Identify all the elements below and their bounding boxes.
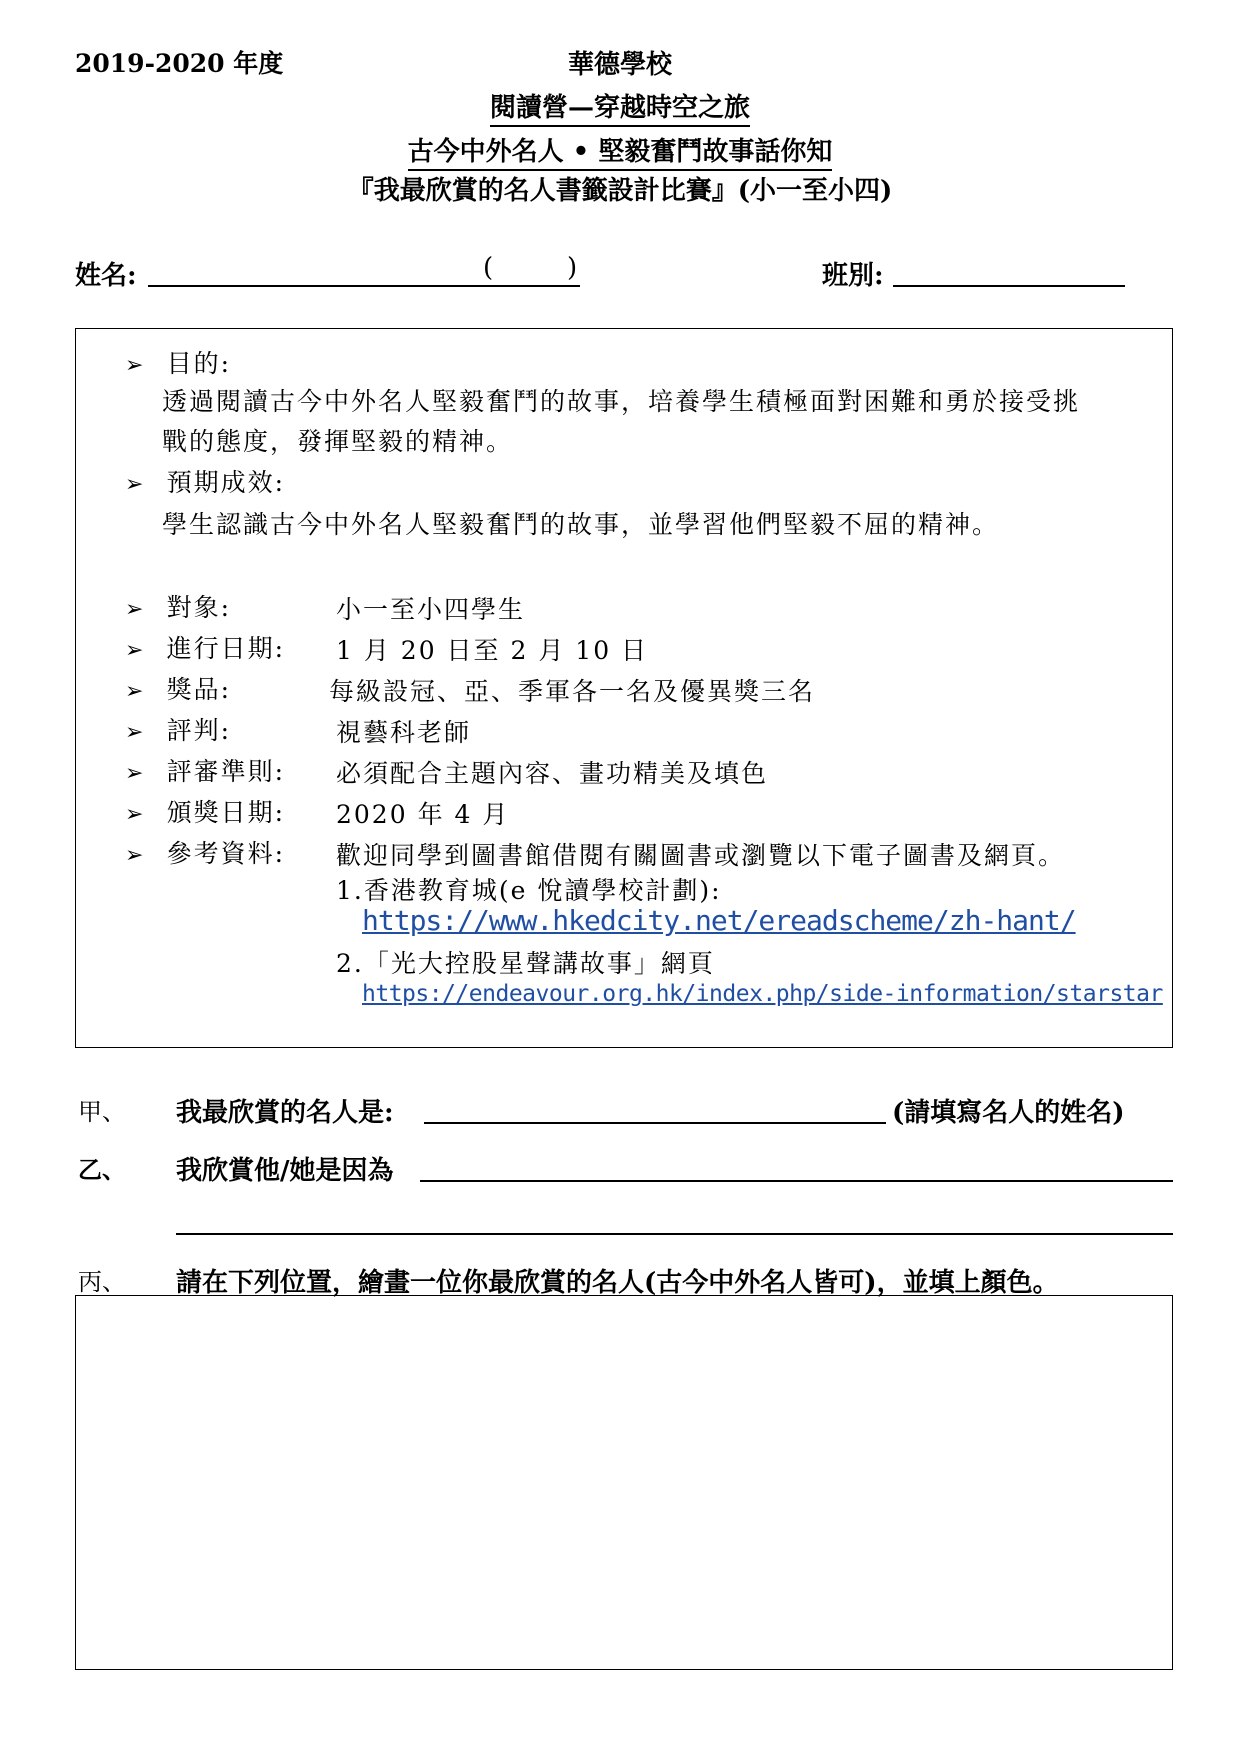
reference-2-link[interactable]: https://endeavour.org.hk/index.php/side-information/starstar (362, 981, 1163, 1007)
purpose-line-2: 戰的態度，發揮堅毅的精神。 (162, 427, 514, 456)
name-label: 姓名: (75, 261, 137, 291)
detail-label: 參考資料: (166, 839, 286, 868)
event-title-text: 閱讀營—穿越時空之旅 (490, 93, 750, 127)
arrow-bullet-icon: ➢ (125, 472, 144, 497)
arrow-bullet-icon: ➢ (125, 802, 144, 827)
event-title (0, 87, 1240, 124)
question-1-hint: (請填寫名人的姓名) (892, 1098, 1125, 1128)
arrow-bullet-icon: ➢ (125, 353, 144, 378)
detail-value: 歡迎同學到圖書館借閱有關圖書或瀏覽以下電子圖書及網頁。 (336, 841, 1066, 870)
question-2-prefix: 乙、 (78, 1155, 126, 1184)
class-number-paren-open: ( (483, 253, 494, 283)
question-1-text: 我最欣賞的名人是: (176, 1098, 394, 1128)
question-2-answer-line-2[interactable] (176, 1233, 1173, 1235)
question-2-text: 我欣賞他/她是因為 (176, 1156, 394, 1186)
drawing-area[interactable] (75, 1295, 1173, 1670)
detail-label: 評判: (166, 716, 232, 745)
detail-value: 2020 年 4 月 (336, 800, 510, 829)
detail-value: 視藝科老師 (336, 718, 472, 747)
question-2-answer-line-1[interactable] (420, 1180, 1173, 1182)
detail-row (125, 588, 231, 624)
question-1-prefix: 甲、 (78, 1098, 126, 1126)
detail-label: 評審準則: (166, 757, 286, 786)
detail-row (125, 834, 285, 870)
reference-2-title: 2.「光大控股星聲講故事」網頁 (336, 949, 715, 978)
class-number-paren-close: ) (567, 253, 578, 283)
arrow-bullet-icon: ➢ (125, 679, 144, 704)
arrow-bullet-icon: ➢ (125, 638, 144, 663)
question-3-prefix: 丙、 (78, 1268, 126, 1296)
detail-label: 對象: (166, 593, 232, 622)
detail-value: 每級設冠、亞、季軍各一名及優異獎三名 (329, 677, 816, 706)
question-1-answer-line[interactable] (424, 1122, 886, 1124)
outcome-item (125, 463, 285, 499)
purpose-item (125, 344, 231, 380)
reference-1-title: 1.香港教育城(e 悅讀學校計劃): (336, 876, 722, 905)
reference-1-link[interactable]: https://www.hkedcity.net/ereadscheme/zh-hant/ (362, 904, 1076, 937)
question-3-text: 請在下列位置，繪畫一位你最欣賞的名人(古今中外名人皆可)，並填上顏色。 (176, 1268, 1059, 1298)
detail-value: 1 月 20 日至 2 月 10 日 (336, 636, 649, 665)
detail-row (125, 793, 285, 829)
school-name: 華德學校 (567, 50, 672, 80)
outcome-line-1: 學生認識古今中外名人堅毅奮鬥的故事，並學習他們堅毅不屈的精神。 (162, 510, 1000, 539)
detail-row (125, 629, 285, 665)
competition-title: 『我最欣賞的名人書籤設計比賽』(小一至小四) (347, 176, 893, 206)
detail-label: 進行日期: (166, 634, 286, 663)
detail-row (125, 752, 285, 788)
arrow-bullet-icon: ➢ (125, 843, 144, 868)
detail-row (125, 711, 231, 747)
detail-row (125, 670, 231, 706)
detail-label: 頒獎日期: (166, 798, 286, 827)
event-subtitle-text: 古今中外名人 • 堅毅奮鬥故事話你知 (408, 137, 833, 171)
purpose-line-1: 透過閱讀古今中外名人堅毅奮鬥的故事，培養學生積極面對困難和勇於接受挑 (162, 387, 1081, 416)
class-field[interactable] (893, 285, 1125, 287)
event-subtitle (0, 131, 1240, 168)
class-label: 班別: (822, 261, 884, 291)
arrow-bullet-icon: ➢ (125, 761, 144, 786)
arrow-bullet-icon: ➢ (125, 597, 144, 622)
detail-label: 獎品: (166, 675, 232, 704)
school-year: 2019-2020 年度 (75, 49, 284, 78)
detail-value: 小一至小四學生 (336, 595, 526, 624)
detail-value: 必須配合主題內容、畫功精美及填色 (336, 759, 769, 788)
outcome-label: 預期成效: (166, 468, 286, 497)
purpose-label: 目的: (166, 349, 232, 378)
arrow-bullet-icon: ➢ (125, 720, 144, 745)
name-field[interactable] (148, 285, 580, 287)
